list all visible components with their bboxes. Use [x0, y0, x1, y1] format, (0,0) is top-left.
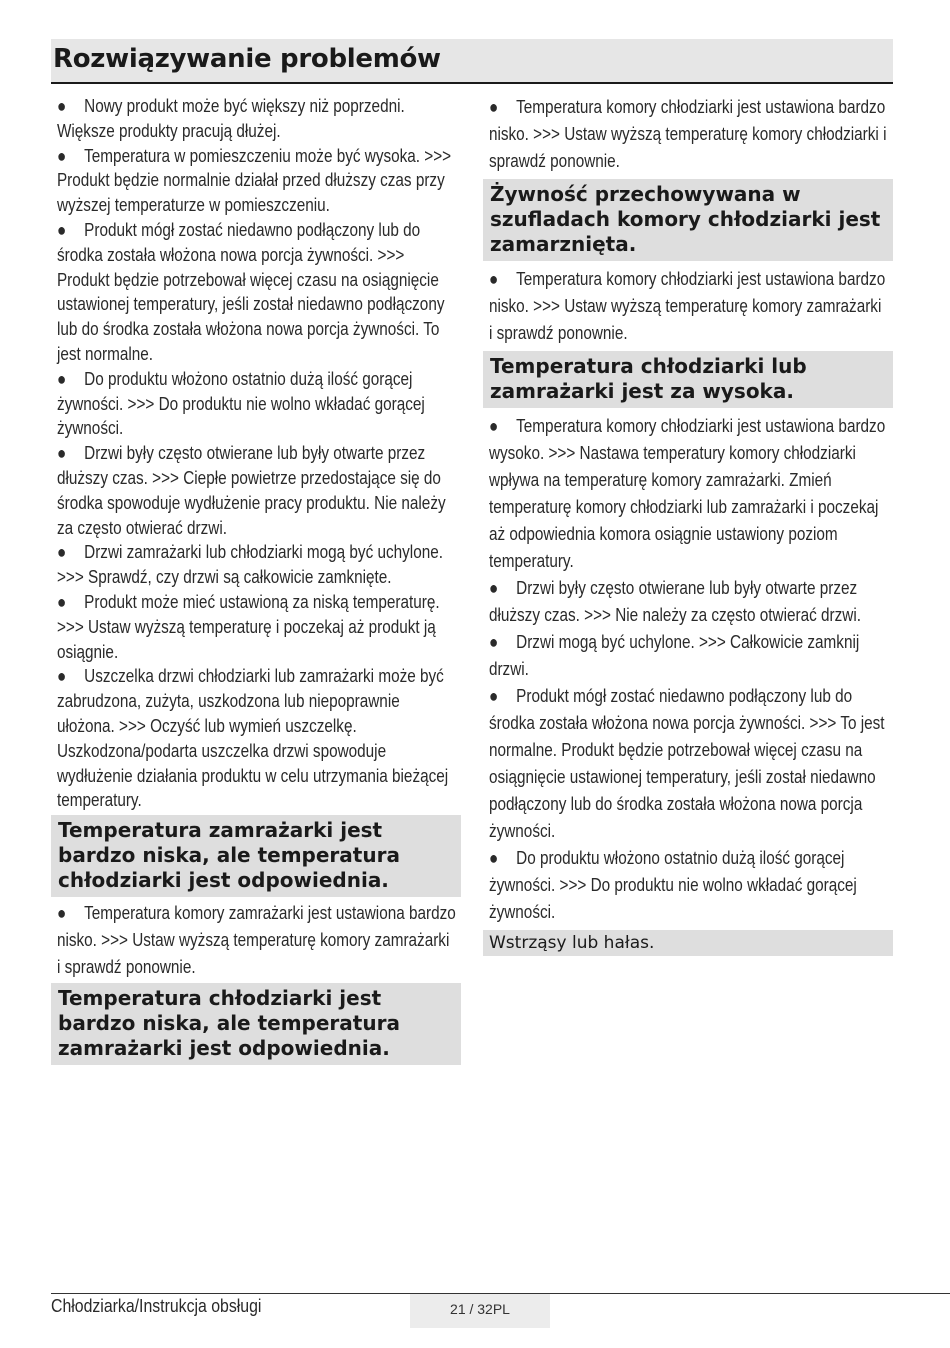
page-title: Rozwiązywanie problemów — [53, 44, 441, 74]
section-heading-freezer-too-cold: Temperatura zamrażarki jest bardzo niska, ale temperatura chłodziarki jest odpowiednia. — [51, 815, 461, 897]
bullet-text: Uszczelka drzwi chłodziarki lub zamrażarki może być zabrudzona, zużyta, uszkodzona lub niepoprawnie ułożona. >>> Oczyść lub wymień uszczelkę. Uszkodzona/podarta uszczelka drzwi spowoduje wydłużenie działania produktu w celu utrzymania bieżącej temperatury. — [56, 666, 449, 811]
list-item — [483, 413, 888, 575]
bullet-icon: ● — [488, 686, 499, 706]
bullet-text: Nowy produkt może być większy niż poprzedni. Większe produkty pracują dłużej. — [56, 96, 405, 141]
bullet-icon: ● — [56, 591, 67, 612]
bullet-text: Temperatura komory chłodziarki jest ustawiona bardzo wysoko. >>> Nastawa temperatury komory chłodziarki wpływa na temperaturę komory zamrażarki. Zmień temperaturę komory chłodziarki lub zamrażarki i poczekaj aż odpowiednia komora osiągnie ustawiony poziom temperatury. — [488, 416, 886, 571]
bullet-text: Produkt może mieć ustawioną za niską temperaturę. >>> Ustaw wyższą temperaturę i poczekaj aż produkt ją osiągnie. — [56, 591, 440, 662]
bullet-icon: ● — [488, 97, 499, 117]
page-header — [51, 39, 893, 84]
bullet-text: Drzwi zamrażarki lub chłodziarki mogą być uchylone. >>> Sprawdź, czy drzwi są całkowicie zamknięte. — [56, 542, 443, 588]
list-item — [51, 94, 456, 144]
footer-doc-title: Chłodziarka/Instrukcja obsługi — [51, 1296, 262, 1316]
list-item — [483, 575, 888, 629]
bullet-text: Do produktu włożono ostatnio dużą ilość gorącej żywności. >>> Do produktu nie wolno wkładać gorącej żywności. — [56, 368, 425, 439]
list-item — [51, 441, 456, 540]
bullet-text: Produkt mógł zostać niedawno podłączony lub do środka została włożona nowa porcja żywności. >>> To jest normalne. Produkt będzie potrzebował więcej czasu na osiągnięcie ustawionej temperatury, jeśli został niedawno podłączony lub do środka została włożona nowa porcja żywności. — [488, 686, 885, 841]
bullet-icon: ● — [56, 666, 67, 687]
list-item — [51, 218, 456, 367]
section-heading-fridge-too-cold: Temperatura chłodziarki jest bardzo niska, ale temperatura zamrażarki jest odpowiednia. — [51, 983, 461, 1065]
bullet-text: Drzwi były często otwierane lub były otwarte przez dłuższy czas. >>> Ciepłe powietrze przedostające się do środka spowoduje wydłużenie pracy produktu. Nie należy za często otwierać drzwi. — [56, 443, 446, 538]
list-item — [51, 144, 456, 218]
list-item — [51, 590, 456, 664]
bullet-icon: ● — [488, 269, 499, 289]
bullet-text: Drzwi mogą być uchylone. >>> Całkowicie zamknij drzwi. — [488, 632, 860, 679]
bullet-text: Temperatura komory chłodziarki jest ustawiona bardzo nisko. >>> Ustaw wyższą temperaturę komory chłodziarki i sprawdź ponownie. — [488, 97, 887, 171]
list-item — [483, 266, 888, 347]
right-column — [483, 94, 893, 961]
list-item — [51, 664, 456, 813]
bullet-text: Temperatura komory chłodziarki jest ustawiona bardzo nisko. >>> Ustaw wyższą temperaturę komory zamrażarki i sprawdź ponownie. — [488, 269, 886, 343]
bullet-icon: ● — [56, 219, 67, 240]
section-heading-food-frozen: Żywność przechowywana w szufladach komory chłodziarki jest zamarznięta. — [483, 179, 893, 261]
section-heading-temperature-too-high: Temperatura chłodziarki lub zamrażarki jest za wysoka. — [483, 351, 893, 408]
bullet-icon: ● — [488, 848, 499, 868]
list-item — [483, 845, 888, 926]
page-number: 21 / 32PL — [410, 1294, 550, 1328]
bullet-icon: ● — [56, 903, 67, 924]
list-item — [483, 629, 888, 683]
bullet-text: Temperatura komory zamrażarki jest ustawiona bardzo nisko. >>> Ustaw wyższą temperaturę komory zamrażarki i sprawdź ponownie. — [56, 903, 456, 978]
list-item — [483, 683, 888, 845]
section-heading-vibration-noise: Wstrząsy lub hałas. — [483, 930, 893, 956]
bullet-text: Temperatura w pomieszczeniu może być wysoka. >>> Produkt będzie normalnie działał przed dłuższy czas przy wyższej temperaturze w pomieszczeniu. — [56, 145, 452, 216]
bullet-icon: ● — [488, 632, 499, 652]
bullet-icon: ● — [488, 416, 499, 436]
left-column — [51, 94, 461, 1068]
bullet-icon: ● — [56, 542, 67, 563]
list-item — [483, 94, 888, 175]
bullet-text: Do produktu włożono ostatnio dużą ilość gorącej żywności. >>> Do produktu nie wolno wkładać gorącej żywności. — [488, 848, 857, 922]
bullet-icon: ● — [488, 578, 499, 598]
bullet-icon: ● — [56, 368, 67, 389]
bullet-icon: ● — [56, 145, 67, 166]
list-item — [51, 900, 456, 981]
bullet-icon: ● — [56, 443, 67, 464]
list-item — [51, 367, 456, 441]
list-item — [51, 540, 456, 590]
bullet-text: Produkt mógł zostać niedawno podłączony lub do środka została włożona nowa porcja żywności. >>> Produkt będzie potrzebował więcej czasu na osiągnięcie ustawionej temperatury, jeśli został niedawno podłączony lub do środka została włożona nowa porcja żywności. To jest normalne. — [56, 219, 445, 364]
bullet-text: Drzwi były często otwierane lub były otwarte przez dłuższy czas. >>> Nie należy za często otwierać drzwi. — [488, 578, 861, 625]
bullet-icon: ● — [56, 96, 67, 116]
